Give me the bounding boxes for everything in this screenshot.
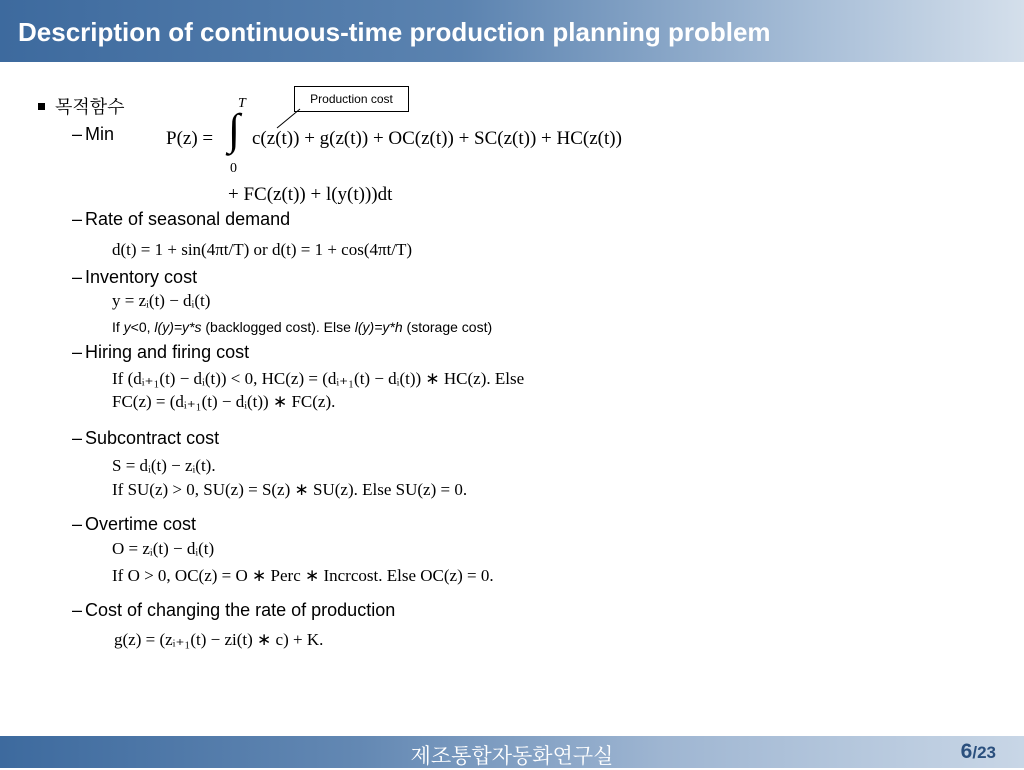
note-part-italic: l(y)=y*s bbox=[154, 319, 202, 335]
page-number bbox=[961, 740, 996, 764]
sub-overtime-cost: – Overtime cost bbox=[72, 514, 197, 534]
note-part: If bbox=[112, 319, 124, 335]
title-bar bbox=[0, 0, 1024, 62]
page-current: 6 bbox=[960, 740, 973, 763]
integral-sign: ∫ bbox=[228, 105, 241, 154]
overtime-equation-line-2: If O > 0, OC(z) = O ∗ Perc ∗ Incrcost. Else OC(z) = 0. bbox=[112, 566, 494, 585]
overtime-equation-line-1: O = zᵢ(t) − dᵢ(t) bbox=[112, 539, 215, 558]
bullet-label: 목적함수 bbox=[55, 97, 125, 118]
square-bullet-icon bbox=[38, 103, 45, 110]
objective-lhs: P(z) = bbox=[166, 128, 214, 149]
note-part: (storage cost) bbox=[402, 319, 493, 335]
subcontract-equation-line-1: S = dᵢ(t) − zᵢ(t). bbox=[112, 456, 216, 475]
hiring-equation-line-2: FC(z) = (dᵢ₊₁(t) − dᵢ(t)) ∗ FC(z). bbox=[112, 392, 336, 411]
objective-line-1: c(z(t)) + g(z(t)) + OC(z(t)) + SC(z(t)) + HC(z(t)) bbox=[252, 128, 622, 149]
sub-inventory-label: Inventory cost bbox=[85, 267, 198, 287]
sub-min-label: Min bbox=[85, 124, 115, 144]
inventory-note bbox=[112, 319, 492, 335]
sub-overtime-label: Overtime cost bbox=[85, 514, 197, 534]
slide-title: Description of continuous-time production planning problem bbox=[18, 17, 771, 47]
sub-seasonal-label: Rate of seasonal demand bbox=[85, 209, 291, 229]
note-part-italic: y bbox=[123, 319, 131, 335]
integral-upper-limit: T bbox=[238, 96, 246, 111]
sub-subcontract-cost: – Subcontract cost bbox=[72, 428, 220, 448]
footer-lab-name: 제조통합자동화연구실 bbox=[410, 744, 614, 768]
integral-lower-limit: 0 bbox=[230, 161, 237, 176]
sub-hiring-firing-cost: – Hiring and firing cost bbox=[72, 342, 250, 362]
hiring-equation-line-1: If (dᵢ₊₁(t) − dᵢ(t)) < 0, HC(z) = (dᵢ₊₁(t) − dᵢ(t)) ∗ HC(z). Else bbox=[112, 369, 525, 388]
note-part-italic: l(y)=y*h bbox=[354, 319, 403, 335]
sub-changing-rate-cost: – Cost of changing the rate of production bbox=[72, 600, 396, 620]
production-cost-callout: Production cost bbox=[294, 86, 409, 112]
sub-hiring-label: Hiring and firing cost bbox=[85, 342, 250, 362]
sub-inventory-cost: – Inventory cost bbox=[72, 267, 198, 287]
seasonal-demand-equation: d(t) = 1 + sin(4πt/T) or d(t) = 1 + cos(4πt/T) bbox=[112, 240, 413, 259]
note-part: (backlogged cost). Else bbox=[201, 319, 355, 335]
footer-bar bbox=[0, 736, 1024, 768]
bullet-objective-function bbox=[38, 93, 125, 119]
objective-line-2: + FC(z(t)) + l(y(t)))dt bbox=[228, 184, 393, 205]
sub-subcontract-label: Subcontract cost bbox=[85, 428, 220, 448]
sub-seasonal-demand: – Rate of seasonal demand bbox=[72, 209, 291, 229]
inventory-equation: y = zᵢ(t) − dᵢ(t) bbox=[112, 291, 211, 310]
note-part: <0, bbox=[130, 319, 155, 335]
subcontract-equation-line-2: If SU(z) > 0, SU(z) = S(z) ∗ SU(z). Else SU(z) = 0. bbox=[112, 480, 468, 499]
changing-rate-equation: g(z) = (zᵢ₊₁(t) − zi(t) ∗ c) + K. bbox=[114, 630, 324, 649]
page-total: /23 bbox=[972, 743, 996, 762]
sub-min: – Min bbox=[72, 124, 115, 144]
sub-changing-label: Cost of changing the rate of production bbox=[85, 600, 396, 620]
